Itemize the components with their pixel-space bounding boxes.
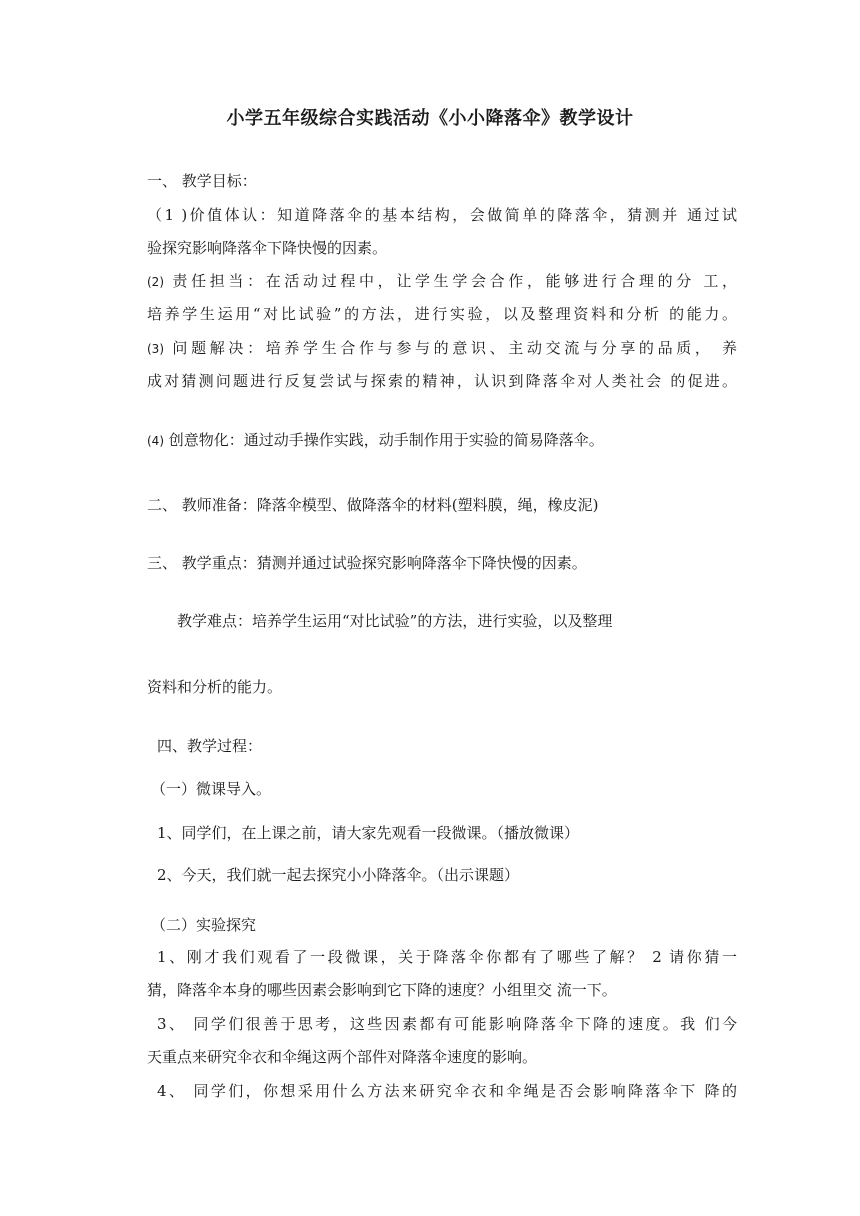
part-1-heading: （一）微课导入。 [151,780,272,798]
goal-2-number: (2) [147,275,164,289]
section-1-heading: 一、 教学目标： [147,172,257,190]
goal-2-line-2: 培养学生运用“对比试验”的方法，进行实验，以及整理资料和分析 的能力。 [147,305,737,323]
part-2-line-3: 3、 同学们很善于思考，这些因素都有可能影响降落伞下降的速度。我 们今 [157,1015,737,1033]
document-title: 小学五年级综合实践活动《小小降落伞》教学设计 [226,108,634,129]
goal-4-number: (4) [147,434,164,448]
part-2-line-5: 4、 同学们，你想采用什么方法来研究伞衣和伞绳是否会影响降落伞下 降的 [157,1082,737,1100]
part-1-item-1: 1、同学们，在上课之前，请大家先观看一段微课。（播放微课） [157,824,580,842]
section-3-line: 三、 教学重点：猜测并通过试验探究影响降落伞下降快慢的因素。 [147,554,587,572]
goal-2-line-1 [147,270,737,293]
goal-3-line-1 [147,337,737,360]
goal-3-number: (3) [147,342,164,356]
goal-1-line-1: （1 )价值体认：知道降落伞的基本结构，会做简单的降落伞，猜测并 通过试 [147,206,737,224]
goal-4-line [147,429,737,452]
goal-2-text-1: 责任担当：在活动过程中，让学生学会合作，能够进行合理的分 工， [164,272,737,290]
difficulty-line-2: 资料和分析的能力。 [147,678,283,696]
difficulty-line-1: 教学难点：培养学生运用“对比试验”的方法，进行实验，以及整理 [177,612,613,630]
goal-3-text-1: 问题解决：培养学生合作与参与的意识、主动交流与分享的品质， 养 [164,339,737,357]
part-2-line-2: 猜，降落伞本身的哪些因素会影响到它下降的速度？小组里交 流一下。 [147,981,617,999]
part-1-item-2: 2、今天，我们就一起去探究小小降落伞。（出示课题） [157,866,520,884]
goal-1-line-2: 验探究影响降落伞下降快慢的因素。 [147,239,388,257]
section-4-heading: 四、教学过程： [157,737,263,755]
part-2-line-1: 1、刚才我们观看了一段微课，关于降落伞你都有了哪些了解？ 2 请你猜一 [157,948,737,966]
section-2-line: 二、 教师准备：降落伞模型、做降落伞的材料(塑料膜，绳，橡皮泥) [147,496,599,514]
goal-4-text: 创意物化：通过动手操作实践，动手制作用于实验的简易降落伞。 [164,431,604,449]
part-2-heading: （二）实验探究 [151,916,257,934]
goal-3-line-2: 成对猜测问题进行反复尝试与探索的精神，认识到降落伞对人类社会 的促进。 [147,372,737,390]
part-2-line-4: 天重点来研究伞衣和伞绳这两个部件对降落伞速度的影响。 [147,1048,538,1066]
